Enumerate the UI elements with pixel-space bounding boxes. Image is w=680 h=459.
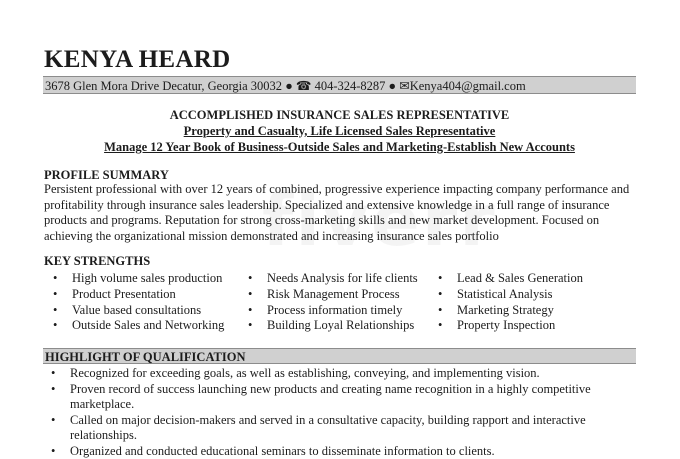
list-item <box>53 271 224 287</box>
qualification-text: Recognized for exceeding goals, as well as establishing, conveying, and implementing vision. <box>70 366 540 380</box>
profile-heading: PROFILE SUMMARY <box>44 168 169 182</box>
list-item <box>51 413 636 444</box>
candidate-name: KENYA HEARD <box>44 46 231 73</box>
list-item <box>51 444 636 459</box>
strengths-column-1 <box>53 271 224 334</box>
email-icon: ✉ <box>399 79 410 93</box>
bullet: • <box>248 302 253 317</box>
strength-text: High volume sales production <box>72 271 223 285</box>
strength-text: Lead & Sales Generation <box>457 271 583 285</box>
strength-text: Outside Sales and Networking <box>72 318 225 333</box>
strength-text: Process information timely <box>267 302 403 317</box>
bullet: • <box>51 366 56 380</box>
strength-text: Needs Analysis for life clients <box>267 271 418 285</box>
strength-text: Product Presentation <box>72 286 176 301</box>
bullet: • <box>51 412 56 427</box>
list-item <box>248 303 418 319</box>
bullet: • <box>438 318 443 333</box>
separator-dot: ● <box>285 79 293 93</box>
list-item <box>53 318 224 334</box>
strength-text: Statistical Analysis <box>457 286 553 301</box>
headline-license: Property and Casualty, Life Licensed Sales Representative <box>183 124 496 138</box>
list-item <box>438 303 583 319</box>
qualifications-heading: HIGHLIGHT OF QUALIFICATION <box>43 348 636 364</box>
bullet: • <box>248 271 253 285</box>
bullet: • <box>53 271 58 285</box>
bullet: • <box>51 381 56 396</box>
strength-text: Building Loyal Relationships <box>267 318 415 333</box>
strengths-heading: KEY STRENGTHS <box>44 254 151 268</box>
list-item <box>53 287 224 303</box>
bullet: • <box>438 271 443 285</box>
strength-text: Value based consultations <box>72 302 202 317</box>
qualification-text: Called on major decision-makers and served in a consultative capacity, building rapport and interactive relationships. <box>70 412 586 442</box>
separator-dot: ● <box>388 79 397 93</box>
phone-icon: ☎ <box>295 79 312 93</box>
list-item <box>248 287 418 303</box>
qualifications-list <box>51 366 636 459</box>
bullet: • <box>51 443 56 458</box>
email-address: Kenya404@gmail.com <box>409 79 526 93</box>
list-item <box>438 271 583 287</box>
bullet: • <box>248 286 253 301</box>
list-item <box>51 366 636 382</box>
bullet: • <box>438 286 443 301</box>
contact-bar <box>43 76 636 94</box>
phone-number: 404-324-8287 <box>314 79 386 93</box>
bullet: • <box>53 286 58 301</box>
bullet: • <box>53 318 58 333</box>
address: 3678 Glen Mora Drive Decatur, Georgia 30032 <box>45 79 283 93</box>
bullet: • <box>438 302 443 317</box>
strengths-column-3 <box>438 271 583 334</box>
strength-text: Risk Management Process <box>267 286 400 301</box>
list-item <box>438 318 583 334</box>
headline-title: ACCOMPLISHED INSURANCE SALES REPRESENTATIVE <box>169 108 510 122</box>
strength-text: Marketing Strategy <box>457 302 554 317</box>
list-item <box>51 382 636 413</box>
list-item <box>53 303 224 319</box>
profile-text: Persistent professional with over 12 years of combined, progressive experience impacting company performance and profitability through insurance sales leadership. Specialized and extensive knowledge in a full range of insurance products and programs. Reputation for strong cross-marketing skills and new market development. Focused on achieving the organizational mission demonstrated and increasing insurance sales portfolio <box>44 182 630 244</box>
list-item <box>438 287 583 303</box>
qualification-text: Proven record of success launching new products and creating name recognition in a highly competitive marketplace. <box>70 381 591 411</box>
qualification-text: Organized and conducted educational seminars to disseminate information to clients. <box>70 443 495 458</box>
list-item <box>248 318 418 334</box>
strengths-column-2 <box>248 271 418 334</box>
strength-text: Property Inspection <box>457 318 556 333</box>
bullet: • <box>53 302 58 317</box>
list-item <box>248 271 418 287</box>
bullet: • <box>248 318 253 333</box>
headline-book: Manage 12 Year Book of Business-Outside Sales and Marketing-Establish New Accounts <box>104 140 575 154</box>
